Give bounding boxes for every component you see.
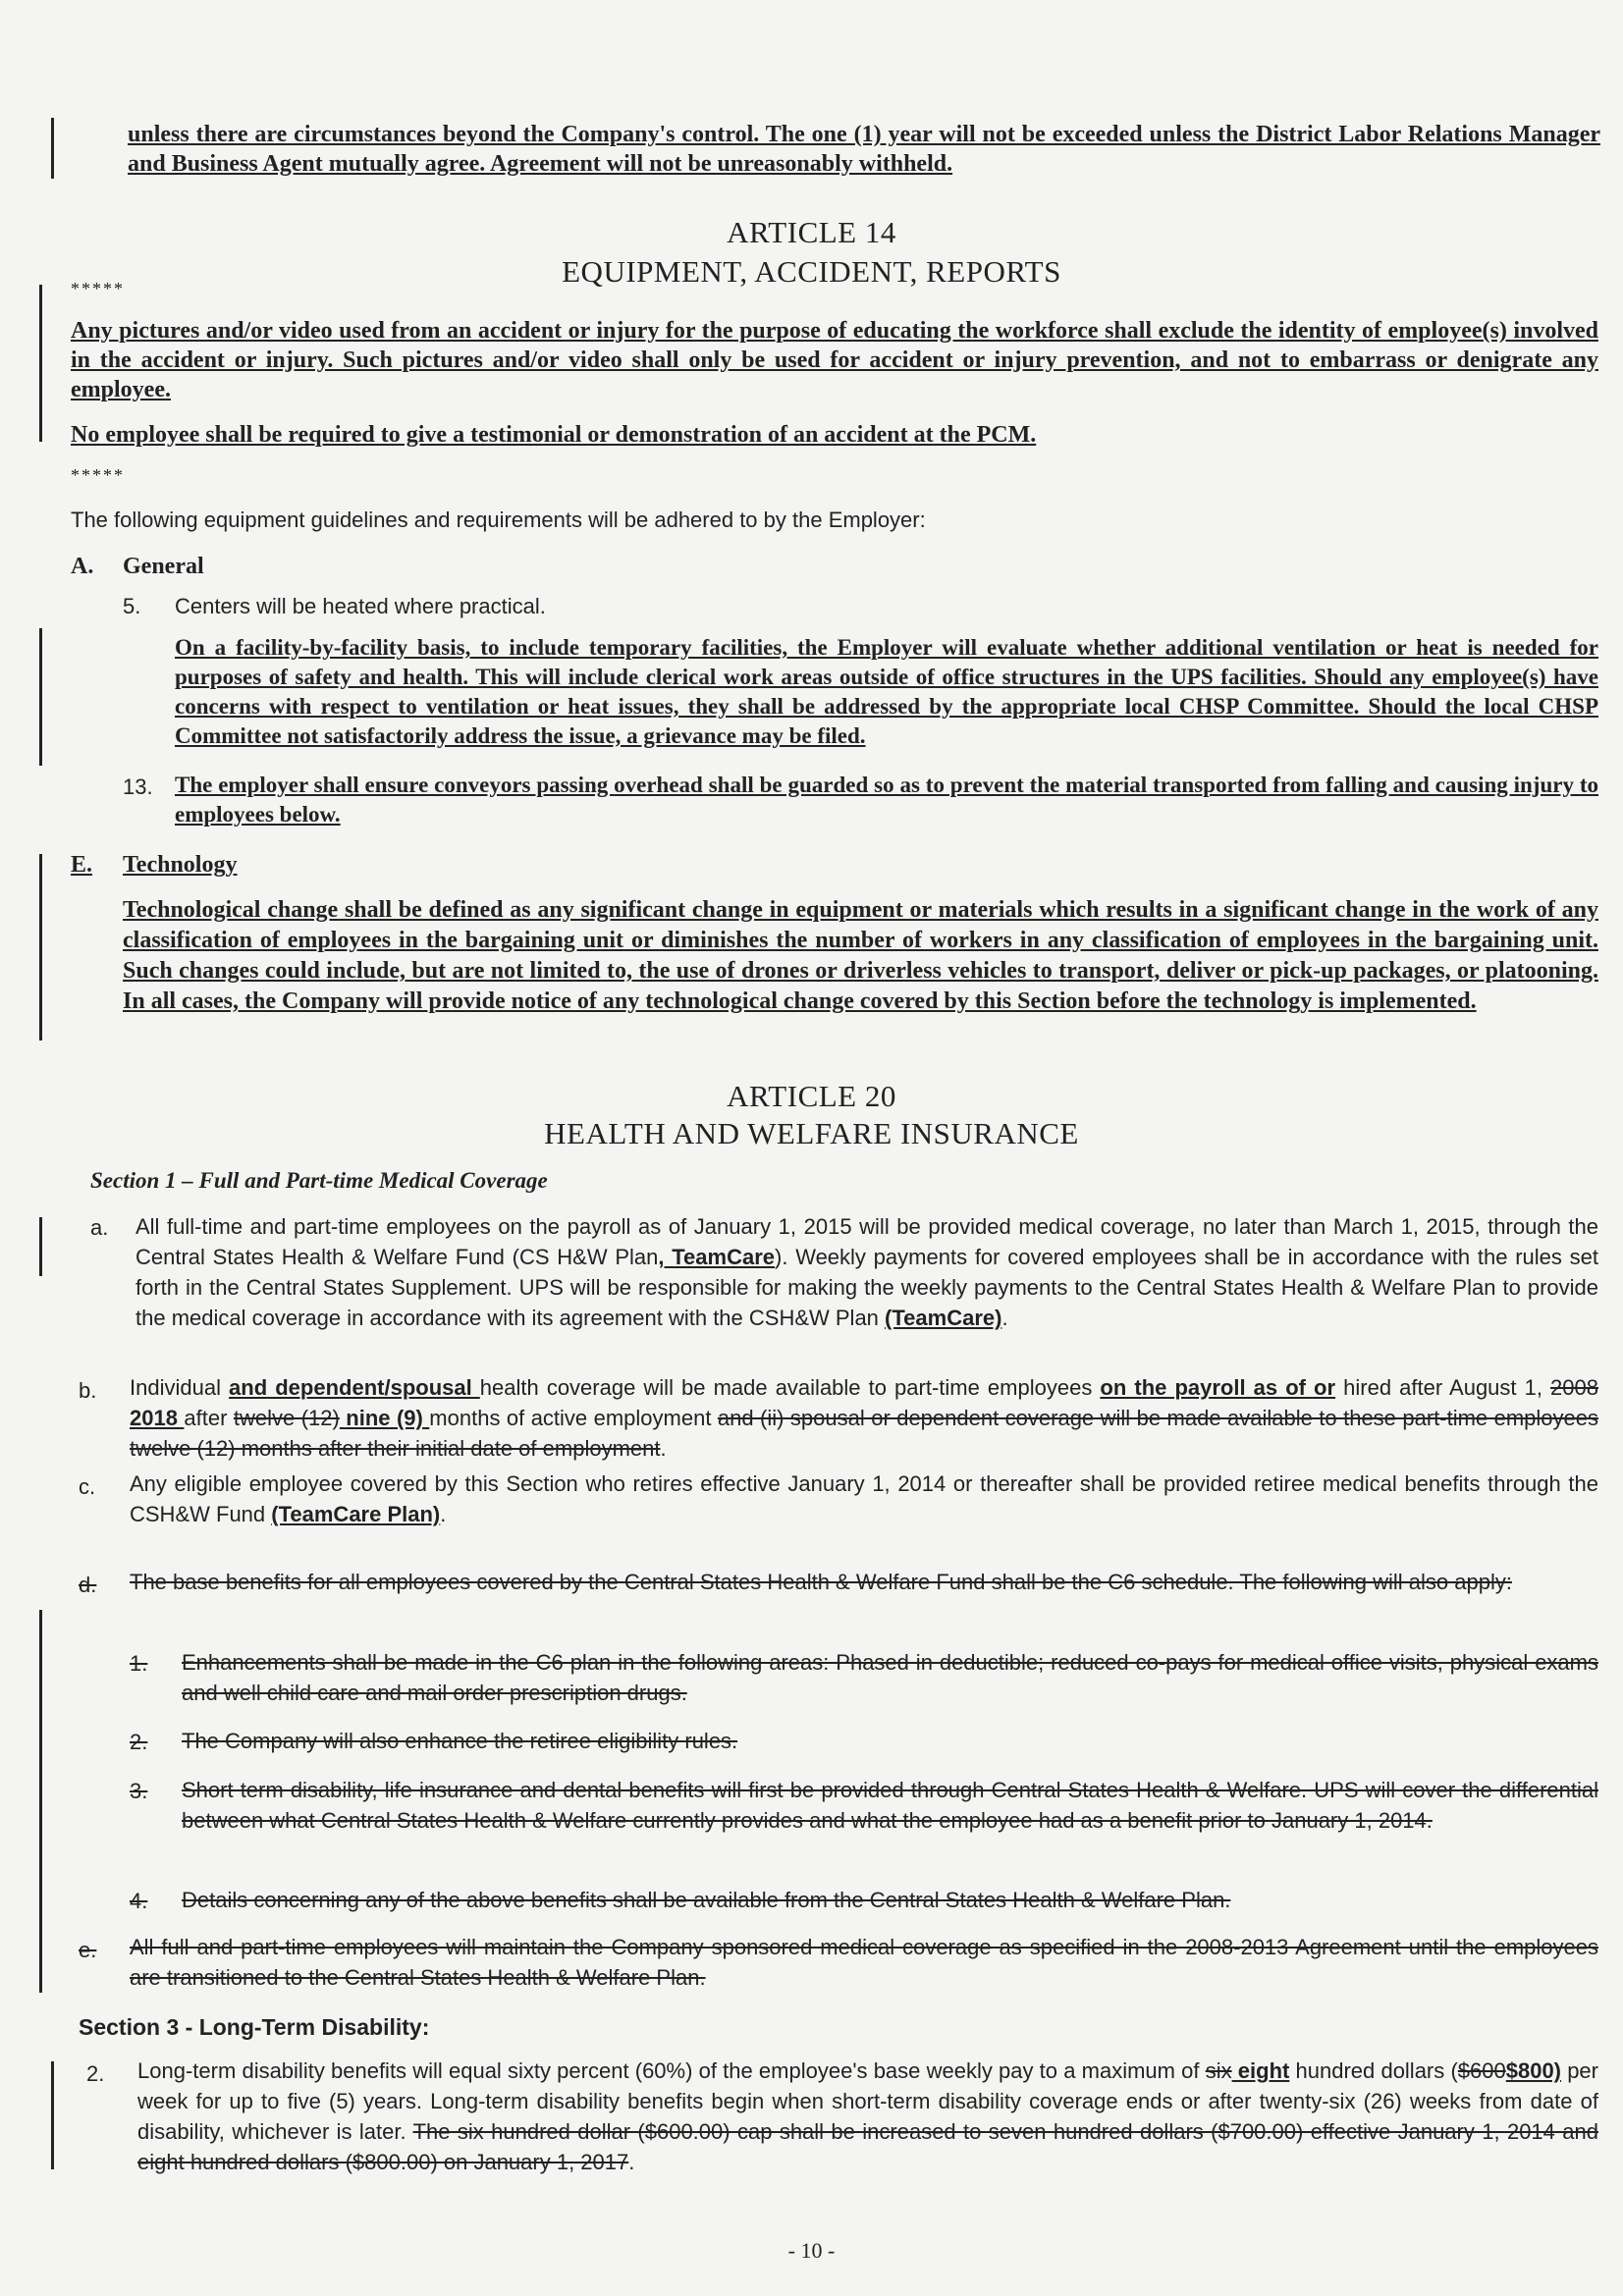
- section-a-title: General: [123, 554, 204, 579]
- item-b-part: months of active employment: [429, 1406, 718, 1430]
- section-e-title: Technology: [123, 852, 238, 878]
- guidelines-intro: The following equipment guidelines and requirements will be adhered to by the Employer:: [71, 507, 926, 532]
- change-bar: [39, 628, 42, 766]
- article-20-number: ARTICLE 20: [727, 1079, 896, 1113]
- item-b-inserted: nine (9): [339, 1406, 430, 1430]
- item-b-deleted: twelve (12): [233, 1406, 340, 1430]
- technology-paragraph: Technological change shall be defined as any significant change in equipment or materials which results in a significant change in the work of any classification of employees in the bargaining unit or diminishes the number of workers in any classification of employees in the bargaining unit. Such changes could include, but are not limited to, the use of drones or driverless vehicles to transport, deliver or pick-up packages, or platooning. In all cases, the Company will provide notice of any technological change covered by this Section before the technology is implemented.: [123, 897, 1598, 1014]
- ltd-inserted: $800): [1505, 2058, 1562, 2083]
- intro-paragraph: unless there are circumstances beyond the Company's control. The one (1) year will not be exceeded unless the District Labor Relations Manager and Business Agent mutually agree. Agreement will not be unreasonably withheld.: [128, 122, 1600, 177]
- item-c-inserted: (TeamCare Plan): [271, 1502, 441, 1526]
- article-20-title: HEALTH AND WELFARE INSURANCE: [544, 1116, 1079, 1150]
- item-d1-number: 1.: [130, 1651, 148, 1676]
- ltd-inserted: eight: [1231, 2058, 1290, 2083]
- article-14-number: ARTICLE 14: [727, 215, 896, 249]
- item-a-part: ). Weekly payments for covered employees shall be in accordance with the rules set forth in the Central States Supplement. UPS will be responsible for making the weekly payments to the Central States Health & Welfare Plan to provide the medical coverage in accordance with its agreement with the CSH&W Plan: [135, 1245, 1599, 1330]
- item-b-inserted: on the payroll as of or: [1100, 1375, 1336, 1400]
- item-a-inserted: (TeamCare): [885, 1306, 1002, 1330]
- item-b-label: b.: [79, 1378, 97, 1403]
- item-d-text: The base benefits for all employees covered by the Central States Health & Welfare Fund shall be the C6 schedule. The following will also apply:: [130, 1570, 1512, 1594]
- item-a-part: All full-time and part-time employees on the payroll as of January 1, 2015 will be provided medical coverage, no later than March 1, 2015, through the Central States Health & Welfare Fund (CS H&W Plan: [135, 1214, 1598, 1269]
- item-d3-text: Short term disability, life insurance and dental benefits will first be provided through Central States Health & Welfare. UPS will cover the differential between what Central States Health & Welfare currently provides and what the employee had as a benefit prior to January 1, 2014.: [182, 1778, 1598, 1833]
- item-a-inserted: , TeamCare: [658, 1245, 776, 1269]
- article-14-title: EQUIPMENT, ACCIDENT, REPORTS: [562, 254, 1061, 289]
- change-bar: [39, 854, 42, 1041]
- item-d1-text: Enhancements shall be made in the C6 plan in the following areas: Phased in deductible; reduced co-pays for medical office visits, physical exams and well child care and mail order prescription drugs.: [182, 1650, 1598, 1705]
- item-c-label: c.: [79, 1474, 96, 1499]
- item-b-part: health coverage will be made available to part-time employees: [479, 1375, 1101, 1400]
- item-d2-number: 2.: [130, 1730, 148, 1754]
- ltd-part: per week for up to five (5) years. Long-term disability benefits begin when short-term disability coverage ends or after twenty-six (26) weeks from date of disability, whichever is later.: [137, 2058, 1598, 2144]
- change-bar: [39, 1217, 42, 1276]
- item-b-text: [130, 1372, 1598, 1464]
- item-e-label: e.: [79, 1938, 97, 1962]
- ltd-deleted: The six hundred dollar ($600.00) cap shall be increased to seven hundred dollars ($700.00) effective January 1, 2014 and eight hundred dollars ($800.00) on January 1, 2017: [137, 2119, 1598, 2174]
- ltd-part: hundred dollars (: [1289, 2058, 1458, 2083]
- item-c-part: .: [440, 1502, 447, 1526]
- section-e-label: E.: [71, 852, 93, 878]
- item-a-part: .: [1001, 1306, 1008, 1330]
- ltd-deleted: six: [1205, 2058, 1232, 2083]
- item-d-label: d.: [79, 1573, 97, 1597]
- page-number: - 10 -: [787, 2238, 836, 2263]
- item-d4-text: Details concerning any of the above benefits shall be available from the Central States Health & Welfare Plan.: [182, 1888, 1231, 1912]
- stars-divider: *****: [71, 465, 125, 485]
- item-b-part: hired after August 1,: [1335, 1375, 1551, 1400]
- item-a-text: [135, 1211, 1598, 1333]
- item-b-deleted: 2008: [1550, 1375, 1598, 1400]
- ltd-deleted: $600: [1457, 2058, 1506, 2083]
- change-bar: [39, 285, 42, 442]
- item-e-text: All full and part-time employees will maintain the Company sponsored medical coverage as specified in the 2008-2013 Agreement until the employees are transitioned to the Central States Health & Welfare Plan.: [130, 1935, 1598, 1990]
- change-bar: [39, 1610, 42, 1993]
- ltd-item-text: [137, 2056, 1598, 2177]
- change-bar: [51, 2061, 54, 2169]
- change-bar: [51, 118, 54, 179]
- section-a-label: A.: [71, 554, 94, 579]
- ltd-item-number: 2.: [86, 2061, 105, 2086]
- article-14-paragraph-2: No employee shall be required to give a testimonial or demonstration of an accident at the PCM.: [71, 422, 1037, 448]
- section-3-heading: Section 3 - Long-Term Disability:: [79, 2014, 430, 2040]
- item-b-deleted: and (ii) spousal or dependent coverage will be made available to these part-time employees twelve (12) months after their initial date of employment: [130, 1406, 1599, 1461]
- ltd-part: Long-term disability benefits will equal sixty percent (60%) of the employee's base weekly pay to a maximum of: [137, 2058, 1206, 2083]
- item-b-part: .: [660, 1436, 667, 1461]
- item-b-inserted: and dependent/spousal: [229, 1375, 480, 1400]
- stars-divider: *****: [71, 279, 125, 298]
- item-d4-number: 4.: [130, 1889, 148, 1913]
- item-13-number: 13.: [123, 774, 153, 799]
- item-b-part: Individual: [130, 1375, 230, 1400]
- section-1-heading: Section 1 – Full and Part-time Medical Coverage: [90, 1168, 548, 1193]
- item-b-inserted: 2018: [130, 1406, 185, 1430]
- item-d3-number: 3.: [130, 1779, 148, 1803]
- article-14-paragraph-1: Any pictures and/or video used from an accident or injury for the purpose of educating the workforce shall exclude the identity of employee(s) involved in the accident or injury. Such pictures and/or video shall only be used for accident or injury prevention, and not to embarrass or denigrate any employee.: [71, 318, 1598, 402]
- item-b-part: after: [184, 1406, 234, 1430]
- item-5-number: 5.: [123, 594, 141, 618]
- item-5-text: Centers will be heated where practical.: [175, 594, 546, 618]
- item-d2-text: The Company will also enhance the retiree eligibility rules.: [182, 1729, 738, 1753]
- item-5-added-paragraph: On a facility-by-facility basis, to include temporary facilities, the Employer will evaluate whether additional ventilation or heat is needed for purposes of safety and health. This will include clerical work areas outside of office structures in the UPS facilities. Should any employee(s) have concerns with respect to ventilation or heat issues, they shall be addressed by the appropriate local CHSP Committee. Should the local CHSP Committee not satisfactorily address the issue, a grievance may be filed.: [175, 635, 1598, 748]
- ltd-part: .: [628, 2150, 635, 2174]
- item-13-text: The employer shall ensure conveyors passing overhead shall be guarded so as to prevent the material transported from falling and causing injury to employees below.: [175, 773, 1598, 827]
- item-a-label: a.: [90, 1215, 109, 1240]
- item-c-text: [130, 1468, 1598, 1529]
- item-c-part: Any eligible employee covered by this Section who retires effective January 1, 2014 or thereafter shall be provided retiree medical benefits through the CSH&W Fund: [130, 1471, 1598, 1526]
